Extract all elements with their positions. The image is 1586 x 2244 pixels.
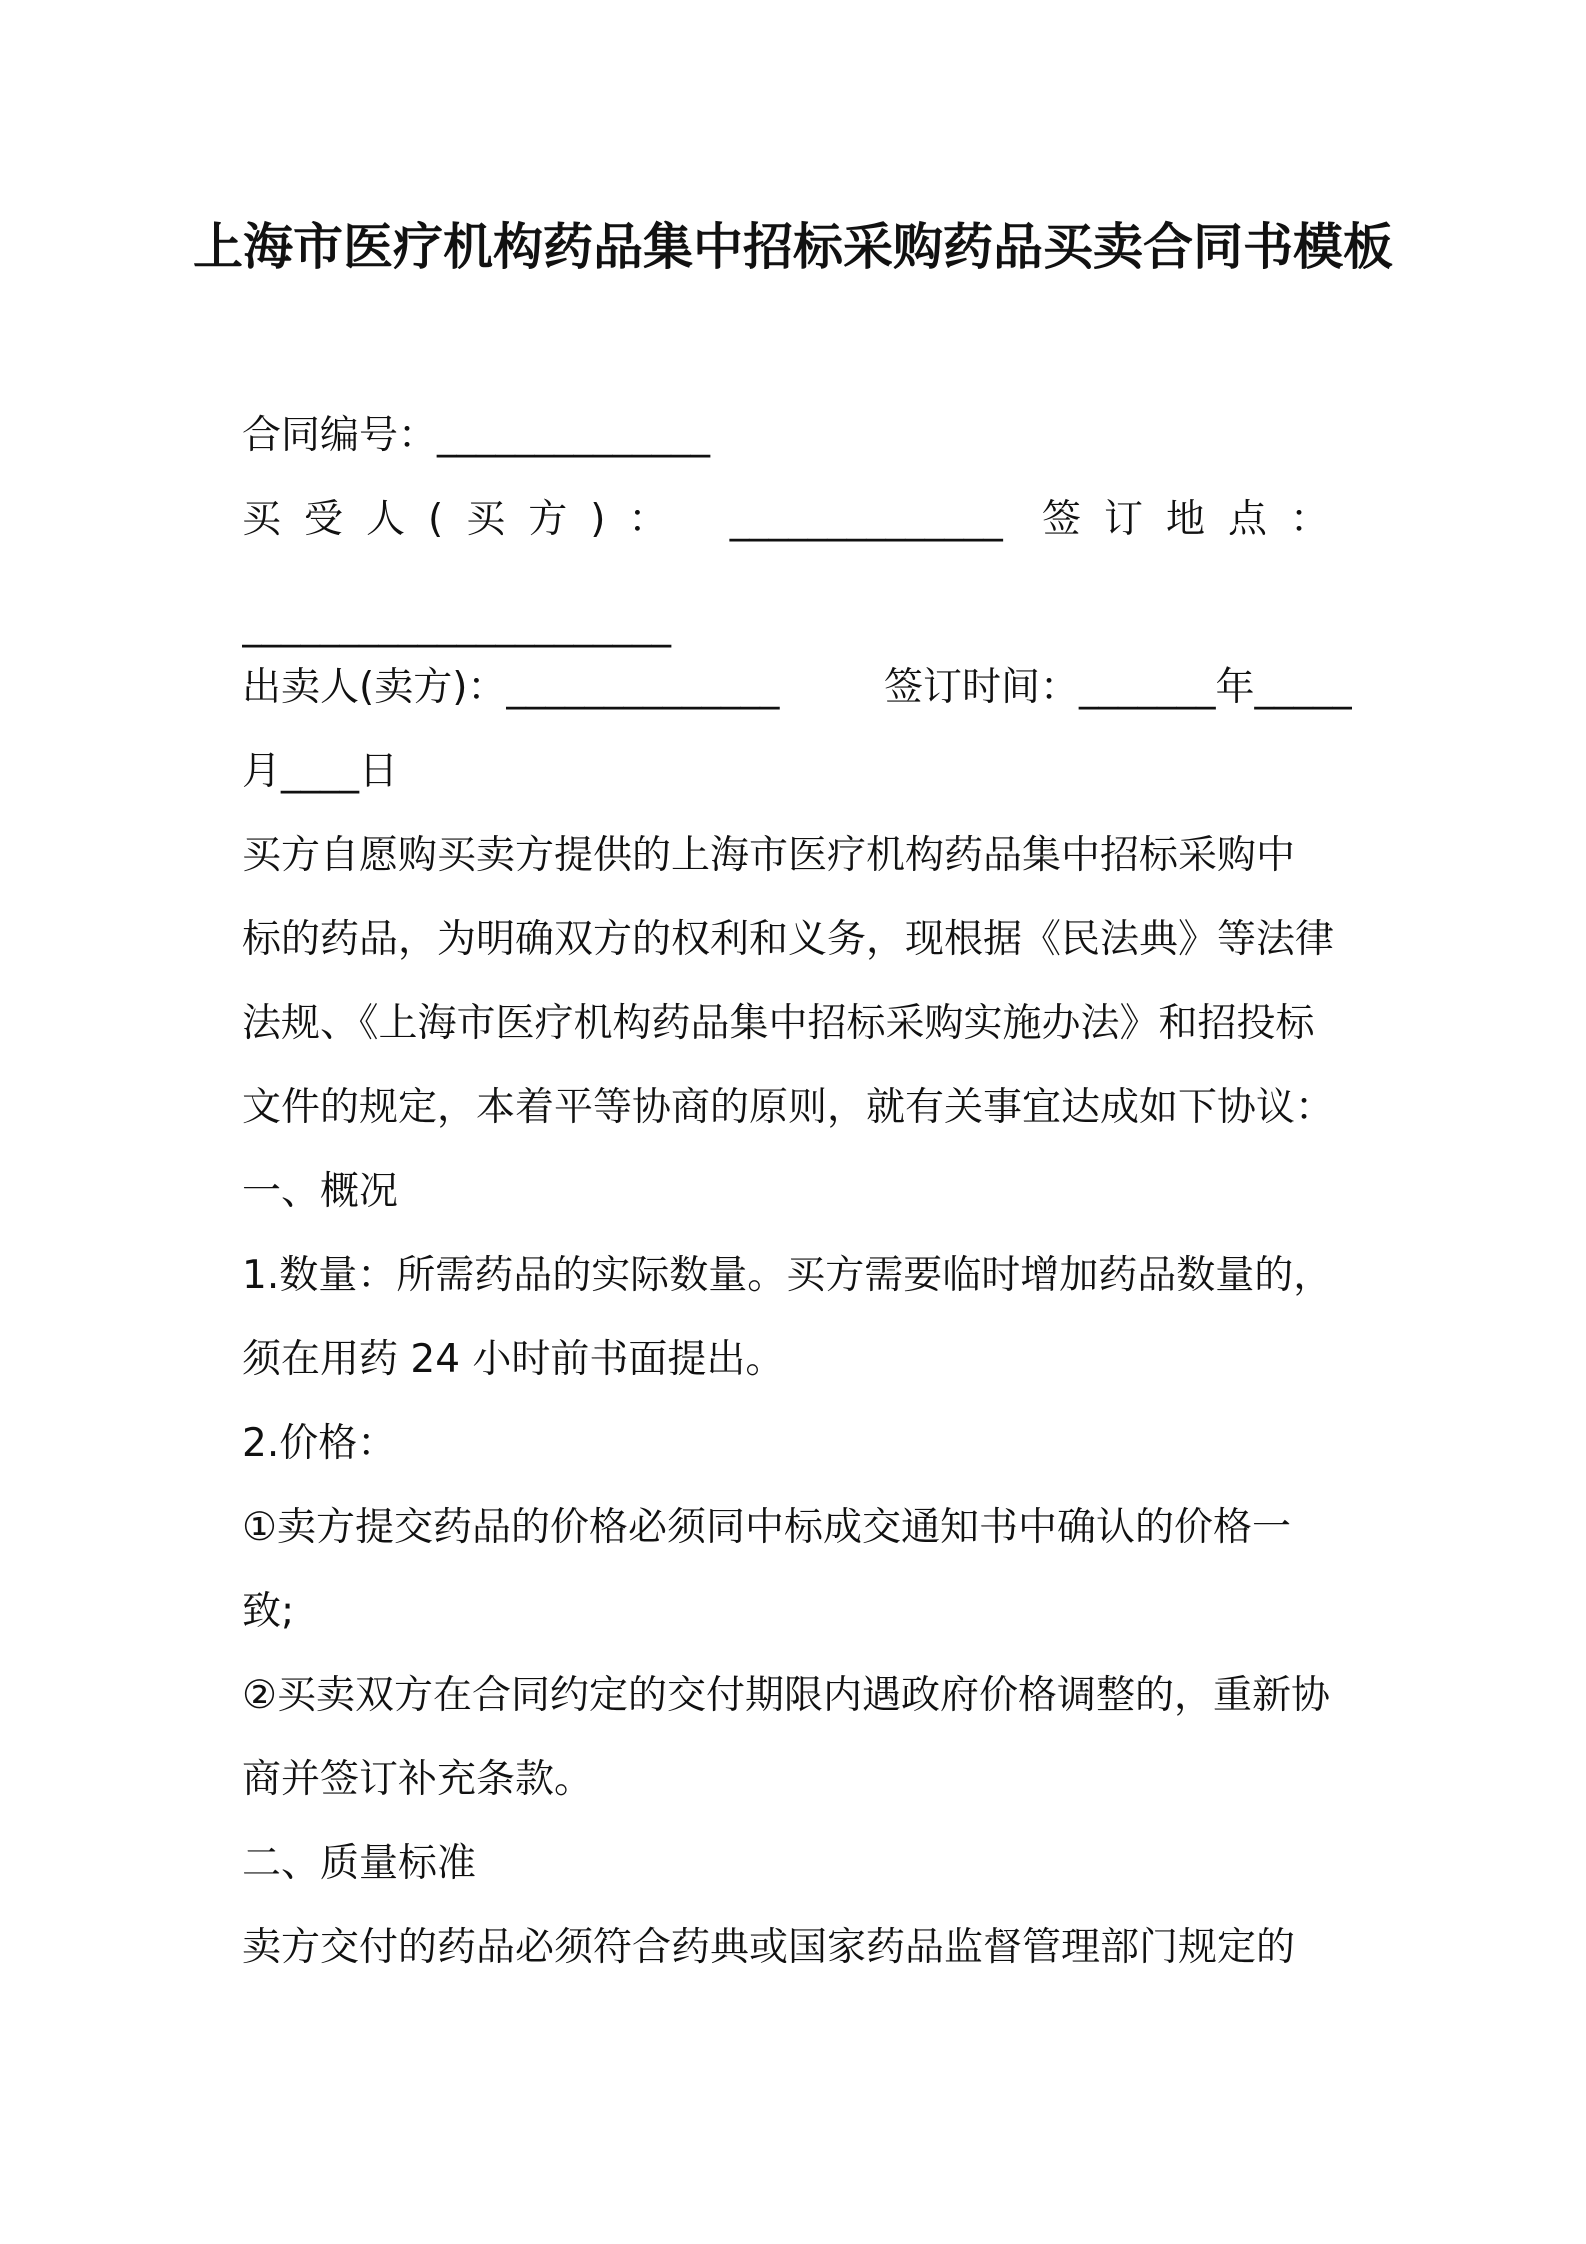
section-heading-overview: 一、概况 [242, 1169, 399, 1214]
buyer-label: 买受人(买方)： [242, 497, 691, 542]
price-item-2-line: 商并签订补充条款。 [242, 1757, 594, 1802]
contract-number-line: 合同编号：______________ [242, 413, 711, 458]
price-item-2-line: ②买卖双方在合同约定的交付期限内遇政府价格调整的，重新协 [242, 1673, 1330, 1718]
sign-place-label: 签订地点： [1041, 497, 1352, 542]
price-heading: 2.价格： [242, 1421, 397, 1466]
seller-label: 出卖人(卖方)：______________ [242, 665, 780, 710]
sign-time-label: 签订时间：_______年_____ [883, 665, 1352, 710]
document-title: 上海市医疗机构药品集中招标采购药品买卖合同书模板 [193, 218, 1393, 276]
intro-line: 买方自愿购买卖方提供的上海市医疗机构药品集中招标采购中 [242, 833, 1296, 878]
section-heading-quality: 二、质量标准 [242, 1841, 477, 1886]
intro-line: 法规、《上海市医疗机构药品集中招标采购实施办法》和招投标 [242, 1001, 1315, 1046]
intro-line: 标的药品，为明确双方的权利和义务，现根据《民法典》等法律 [242, 917, 1335, 962]
intro-line: 文件的规定，本着平等协商的原则，就有关事宜达成如下协议： [242, 1085, 1335, 1130]
quantity-line: 1.数量：所需药品的实际数量。买方需要临时增加药品数量的， [242, 1253, 1333, 1298]
price-item-1-line: ①卖方提交药品的价格必须同中标成交通知书中确认的价格一 [242, 1505, 1291, 1550]
seller-sign-time-line [242, 660, 1352, 716]
quality-line: 卖方交付的药品必须符合药典或国家药品监督管理部门规定的 [242, 1925, 1296, 1970]
buyer-sign-place-line [242, 492, 1352, 548]
sign-time-continuation: 月____日 [242, 749, 399, 794]
buyer-blank: ______________ [729, 497, 1003, 542]
quantity-line: 须在用药 24 小时前书面提出。 [242, 1337, 785, 1382]
sign-place-blank-line: ______________________ [242, 603, 671, 648]
price-item-1-line: 致; [242, 1589, 295, 1634]
